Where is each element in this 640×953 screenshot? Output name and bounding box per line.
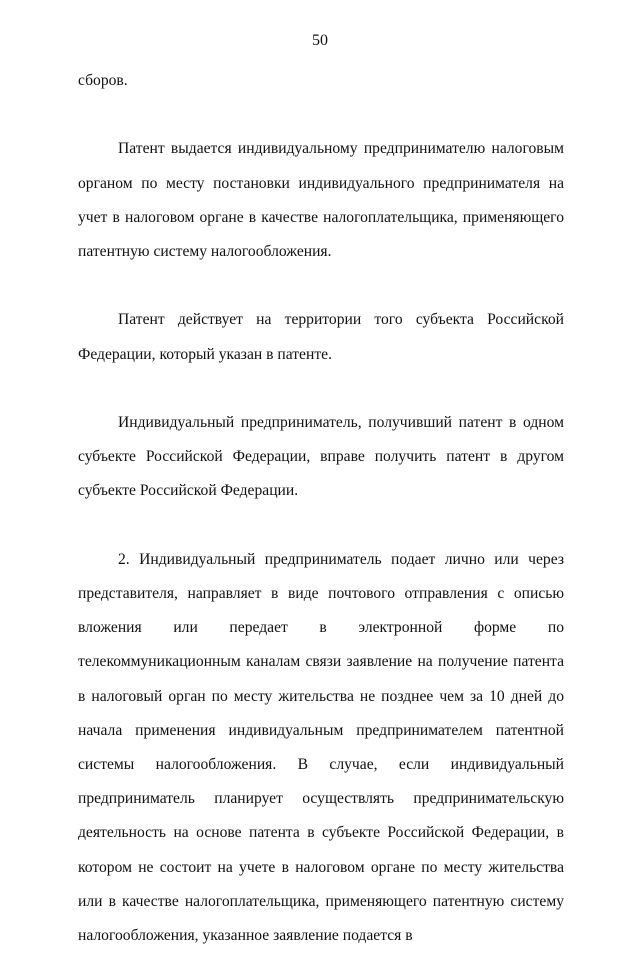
paragraph-spacer [78,269,564,303]
paragraph-other-subject: Индивидуальный предприниматель, получивший патент в одном субъекте Российской Федерации, вправе получить патент в другом субъекте Российской Федерации. [78,413,564,500]
paragraph-spacer [78,372,564,406]
page-number: 50 [312,32,328,49]
paragraph-continuation: сборов. [78,72,128,89]
paragraph-spacer [78,509,564,543]
paragraph-spacer [78,98,564,132]
paragraph-item-2-application: 2. Индивидуальный предприниматель подает лично или через представителя, направляет в виде почтового отправления с описью вложения или передает в электронной форме по телекоммуникационным каналам связи заявление на получение патента в налоговый орган по месту жительства не позднее чем за 10 дней до начала применения индивидуальным предпринимателем патентной системы налогообложения. В случае, если индивидуальный предприниматель планирует осуществлять предпринимательскую деятельность на основе патента в субъекте Российской Федерации, в котором не состоит на учете в налоговом органе по месту жительства или в качестве налогоплательщика, применяющего патентную систему налогообложения, указанное заявление подается в [78,550,564,945]
paragraph-patent-territory: Патент действует на территории того субъекта Российской Федерации, который указан в патенте. [78,311,564,363]
paragraph-patent-issuance: Патент выдается индивидуальному предпринимателю налоговым органом по месту постановки индивидуального предпринимателя на учет в налоговом органе в качестве налогоплательщика, применяющего патентную систему налогообложения. [78,140,564,260]
document-body [78,64,564,953]
